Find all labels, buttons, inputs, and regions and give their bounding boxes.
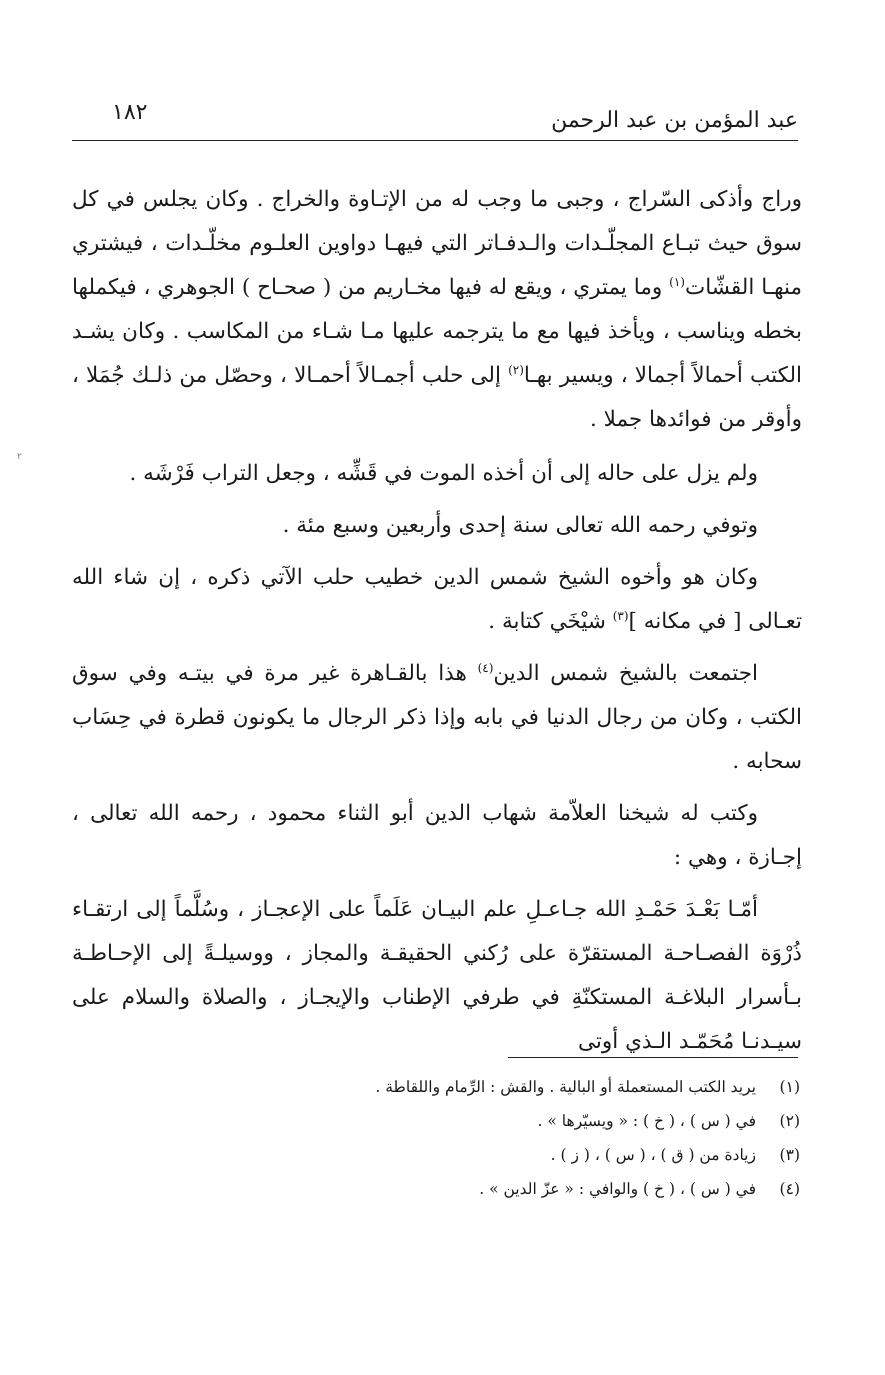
footnote-2 (330, 1104, 800, 1138)
paragraph-5-part-b: هذا بالقـاهرة غير مرة في بيتـه وفي سوق الكتب ، وكان من رجال الدنيا في بابه وإذا ذكر الرجال ما يكونون قطرة في حِسَاب سحابه . (72, 661, 802, 774)
footnote-ref-1[interactable]: (١) (669, 274, 685, 289)
footnote-number: (٢) (779, 1112, 800, 1130)
paragraph-7: أمّـا بَعْـدَ حَمْـدِ الله جـاعـلِ علم البيـان عَلَماً على الإعجـاز ، وسُلَّماً إلى ارتقـاء ذُرْوَة الفصـاحـة المستقرّة على رُكني الحقيقـة والمجاز ، ووسيلـةً إلى الإحـاطـة بـأسرار البلاغـة المستكنّةِ في طرفي الإطناب والإيجـاز ، والصلاة والسلام على سيـدنـا مُحَمّـد الـذي أوتى (72, 897, 802, 1054)
footnote-3 (330, 1138, 800, 1172)
paragraph-4-part-b: شيْخَي كتابة . (488, 609, 613, 634)
paragraph-2: ولم يزل على حاله إلى أن أخذه الموت في قَشِّه ، وجعل التراب فَرْشَه . (129, 461, 758, 486)
paragraph-1-part-c: إلى حلب أجمـالاً أحمـالا ، وحصّل من ذلـك جُمَلا ، وأوقر من فوائدها جملا . (72, 363, 802, 432)
paragraph-4 (72, 556, 802, 644)
footnote-ref-2[interactable]: (٢) (508, 362, 524, 377)
footnote-rule (508, 1057, 798, 1058)
footnote-text: في ( س ) ، ( خ ) : « ويسيّرها » . (537, 1112, 756, 1130)
footnote-ref-3[interactable]: (٣) (612, 608, 629, 623)
main-text (72, 178, 802, 1064)
paragraph-1 (72, 178, 802, 442)
margin-mark: ٢ (17, 452, 22, 462)
header-rule (72, 140, 798, 141)
footnote-text: يريد الكتب المستعملة أو البالية . والقش : الرِّمام واللقاطة . (375, 1078, 756, 1096)
page-number: ١٨٢ (112, 100, 148, 125)
paragraph-1-part-a: وراج وأذكى السّراج ، وجبى ما وجب له من الإتـاوة والخراج . وكان يجلس في كل سوق حيث تبـاع المجلّـدات والـدفـاتر التي فيهـا دواوين العلـوم مخلّـدات ، فيشتري منهـا القشّات (72, 187, 802, 300)
footnote-1 (330, 1070, 800, 1104)
paragraph-4-part-a: وكان هو وأخوه الشيخ شمس الدين خطيب حلب الآتي ذكره ، إن شاء الله تعـالى [ في مكانه ] (72, 565, 802, 634)
paragraph-3: وتوفي رحمه الله تعالى سنة إحدى وأربعين وسبع مئة . (282, 513, 758, 538)
footnote-number: (١) (779, 1078, 800, 1096)
footnote-ref-4[interactable]: (٤) (477, 660, 494, 675)
footnote-text: في ( س ) ، ( خ ) والوافي : « عزّ الدين » . (479, 1180, 756, 1198)
paragraph-6: وكتب له شيخنا العلاّمة شهاب الدين أبو الثناء محمود ، رحمه الله تعالى ، إجـازة ، وهي : (72, 801, 802, 870)
footnote-4 (330, 1172, 800, 1206)
page-header (72, 100, 798, 140)
footnote-number: (٣) (779, 1146, 800, 1164)
paragraph-1-part-b: وما يمتري ، ويقع له فيها مخـاريم من ( صحـاح ) الجوهري ، فيكملها بخطه ويناسب ، ويأخذ فيها مع ما يترجمه عليها مـا شـاء من المكاسب . وكان يشـد الكتب أحمالاً أجمالا ، ويسير بهـا (72, 275, 802, 388)
footnote-number: (٤) (779, 1180, 800, 1198)
running-title: عبد المؤمن بن عبد الرحمن (551, 108, 798, 133)
footnotes (330, 1070, 800, 1206)
footnote-text: زيادة من ( ق ) ، ( س ) ، ( ز ) . (550, 1146, 756, 1164)
paragraph-5-part-a: اجتمعت بالشيخ شمس الدين (493, 661, 758, 686)
paragraph-5 (72, 652, 802, 784)
